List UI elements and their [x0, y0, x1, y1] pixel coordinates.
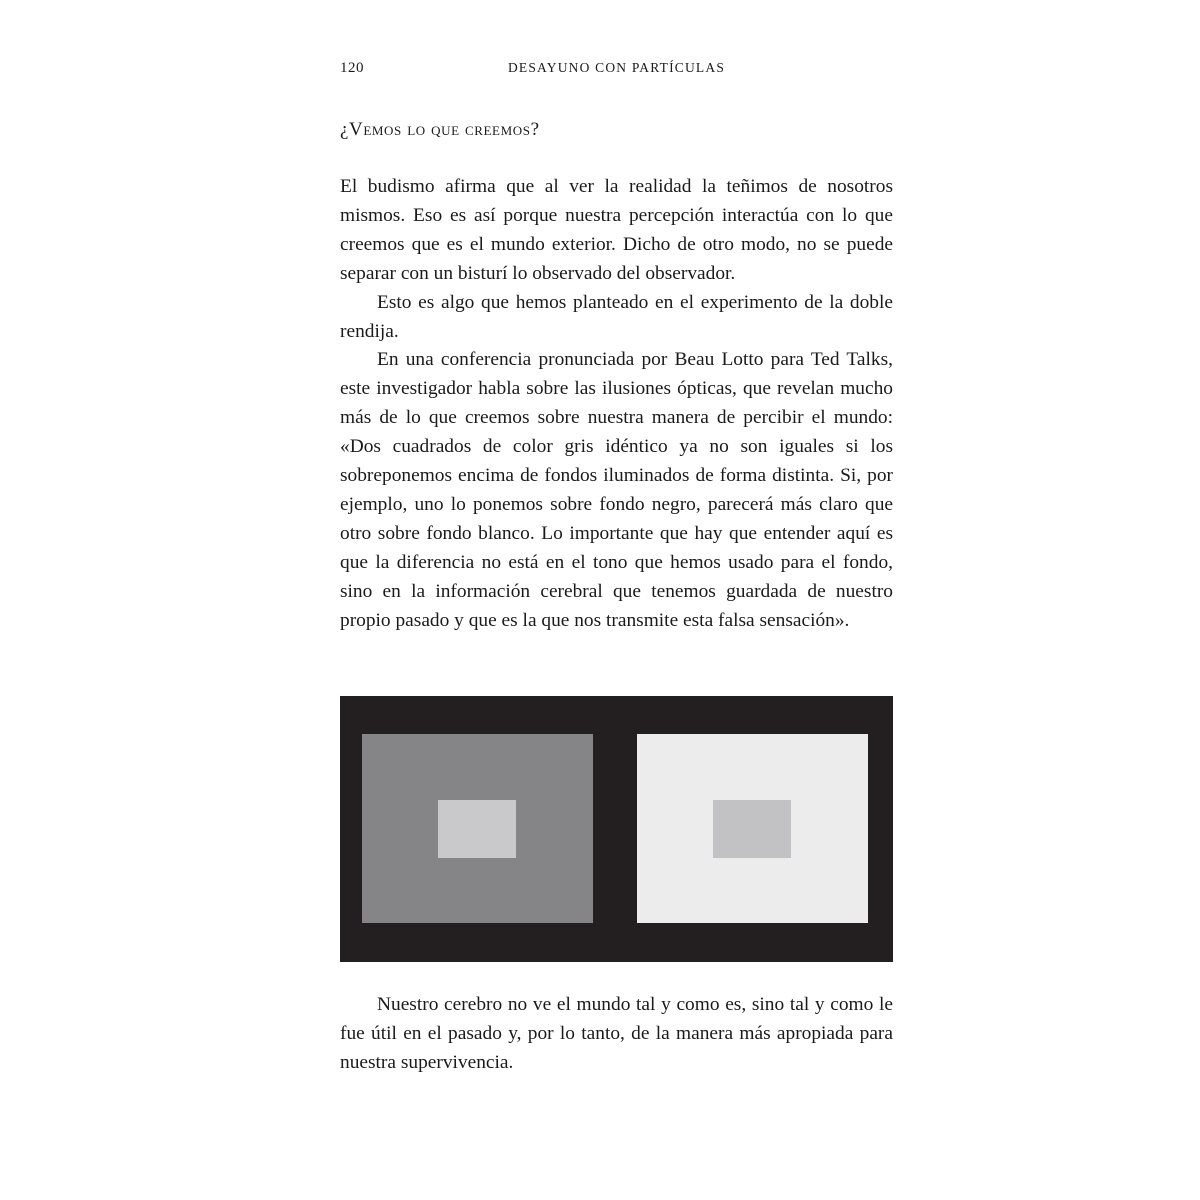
- left-gray-patch: [438, 800, 516, 858]
- running-head: DESAYUNO CON PARTÍCULAS: [507, 60, 726, 75]
- body-text: [340, 173, 893, 636]
- section-title: ¿Vemos lo que creemos?: [340, 119, 540, 140]
- page-number: 120: [340, 60, 364, 76]
- illusion-svg: [340, 696, 893, 962]
- paragraph: Nuestro cerebro no ve el mundo tal y como es, sino tal y como le fue útil en el pasado y, por lo tanto, de la manera más apropiada para nuestra supervivencia.: [340, 994, 893, 1073]
- right-gray-patch: [713, 800, 791, 858]
- paragraph: En una conferencia pronunciada por Beau Lotto para Ted Talks, este investigador habla sobre las ilusiones ópticas, que revelan mucho más de lo que creemos sobre nuestra manera de percibir el mundo: «Dos cuadrados de color gris idéntico ya no son iguales si los sobreponemos encima de fondos iluminados de forma distinta. Si, por ejemplo, uno lo ponemos sobre fondo negro, parecerá más claro que otro sobre fondo blanco. Lo importante que hay que entender aquí es que la diferencia no está en el tono que hemos usado para el fondo, sino en la información cerebral que tenemos guardada de nuestro propio pasado y que es la que nos transmite esta falsa sensación».: [340, 349, 893, 631]
- closing-text: [340, 991, 893, 1078]
- optical-illusion-figure: [340, 696, 893, 962]
- paragraph: El budismo afirma que al ver la realidad la teñimos de nosotros mismos. Eso es así porque nuestra percepción interactúa con lo que creemos que es el mundo exterior. Dicho de otro modo, no se puede separar con un bisturí lo observado del observador.: [340, 176, 893, 284]
- paragraph: Esto es algo que hemos planteado en el experimento de la doble rendija.: [340, 291, 893, 342]
